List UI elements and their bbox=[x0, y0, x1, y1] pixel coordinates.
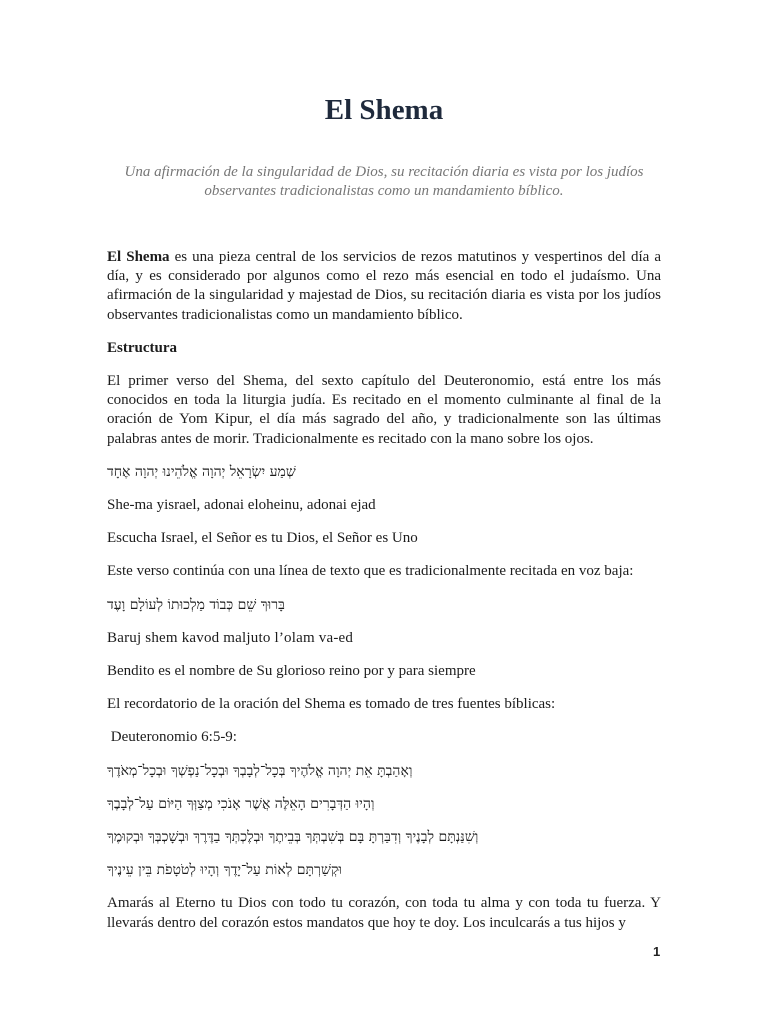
section-heading: Estructura bbox=[107, 339, 177, 356]
translation-shema: Escucha Israel, el Señor es tu Dios, el Señor es Uno bbox=[107, 530, 418, 547]
translation-baruj: Bendito es el nombre de Su glorioso reino por y para siempre bbox=[107, 663, 476, 680]
scripture-reference: Deuteronomio 6:5-9: bbox=[107, 729, 237, 746]
document-body bbox=[107, 248, 661, 933]
page-subtitle: Una afirmación de la singularidad de Dios, su recitación diaria es vista por los judíos observantes tradicionalistas como un mandamiento bíblico. bbox=[124, 164, 644, 199]
hebrew-verse-line: וְאָהַבְתָּ אֵת יְהוָה אֱלֹהֶיךָ בְּכָל־לְבָבְךָ וּבְכָל־נַפְשְׁךָ וּבְכָל־מְאֹדֶךָ bbox=[107, 762, 413, 779]
translation-verses-paragraph: Amarás al Eterno tu Dios con todo tu corazón, con toda tu alma y con toda tu fuerza. Y llevarás dentro del corazón estos mandatos que hoy te doy. Los inculcarás a tus hijos y bbox=[107, 895, 661, 931]
intro-paragraph bbox=[107, 248, 661, 325]
page-number: 1 bbox=[653, 944, 661, 959]
sources-note: El recordatorio de la oración del Shema es tomado de tres fuentes bíblicas: bbox=[107, 696, 556, 713]
structure-paragraph: El primer verso del Shema, del sexto capítulo del Deuteronomio, está entre los más conocidos en toda la liturgia judía. Es recitado en el momento culminante al final de la oración de Yom Kipur, el día más sagrado del año, y tradicionalmente son las últimas palabras antes de morir. Tradicionalmente es recitado con la mano sobre los ojos. bbox=[107, 373, 661, 447]
intro-text: es una pieza central de los servicios de rezos matutinos y vespertinos del día a día, y es considerado por algunos como el rezo más esencial en todo el judaísmo. Una afirmación de la singularidad y majestad de Dios, su recitación diaria es vista por los judíos observantes tradicionalistas como un mandamiento bíblico. bbox=[107, 249, 661, 323]
hebrew-verse-line: וְשִׁנַּנְתָּם לְבָנֶיךָ וְדִבַּרְתָּ בָּם בְּשִׁבְתְּךָ בְּבֵיתֶךָ וּבְלֶכְתְּךָ בַדֶּרֶךְ וּבְשָׁכְבְּךָ וּבְקוּמֶךָ bbox=[107, 829, 479, 846]
hebrew-verse-baruj: בָּרוּךְ שֵׁם כְּבוֹד מַלְכוּתוֹ לְעוֹלָם וָעֶד bbox=[107, 596, 285, 613]
transliteration-shema: She-ma yisrael, adonai eloheinu, adonai ejad bbox=[107, 497, 376, 514]
hebrew-verse-shema: שְׁמַע יִשְׂרָאֵל יְהוָה אֱלֹהֵינוּ יְהוָה אֶחָד bbox=[107, 463, 296, 480]
transliteration-baruj: Baruj shem kavod maljuto l’olam va-ed bbox=[107, 629, 354, 646]
hebrew-verse-line: וּקְשַׁרְתָּם לְאוֹת עַל־יָדֶךָ וְהָיוּ לְטֹטָפֹת בֵּין עֵינֶיךָ bbox=[107, 862, 342, 879]
hebrew-verse-line: וְהָיוּ הַדְּבָרִים הָאֵלֶּה אֲשֶׁר אָנֹכִי מְצַוְּךָ הַיּוֹם עַל־לְבָבֶךָ bbox=[107, 795, 375, 812]
page-title: El Shema bbox=[324, 94, 444, 126]
continuation-note: Este verso continúa con una línea de texto que es tradicionalmente recitada en voz baja: bbox=[107, 563, 634, 580]
intro-bold-lead: El Shema bbox=[107, 249, 170, 265]
